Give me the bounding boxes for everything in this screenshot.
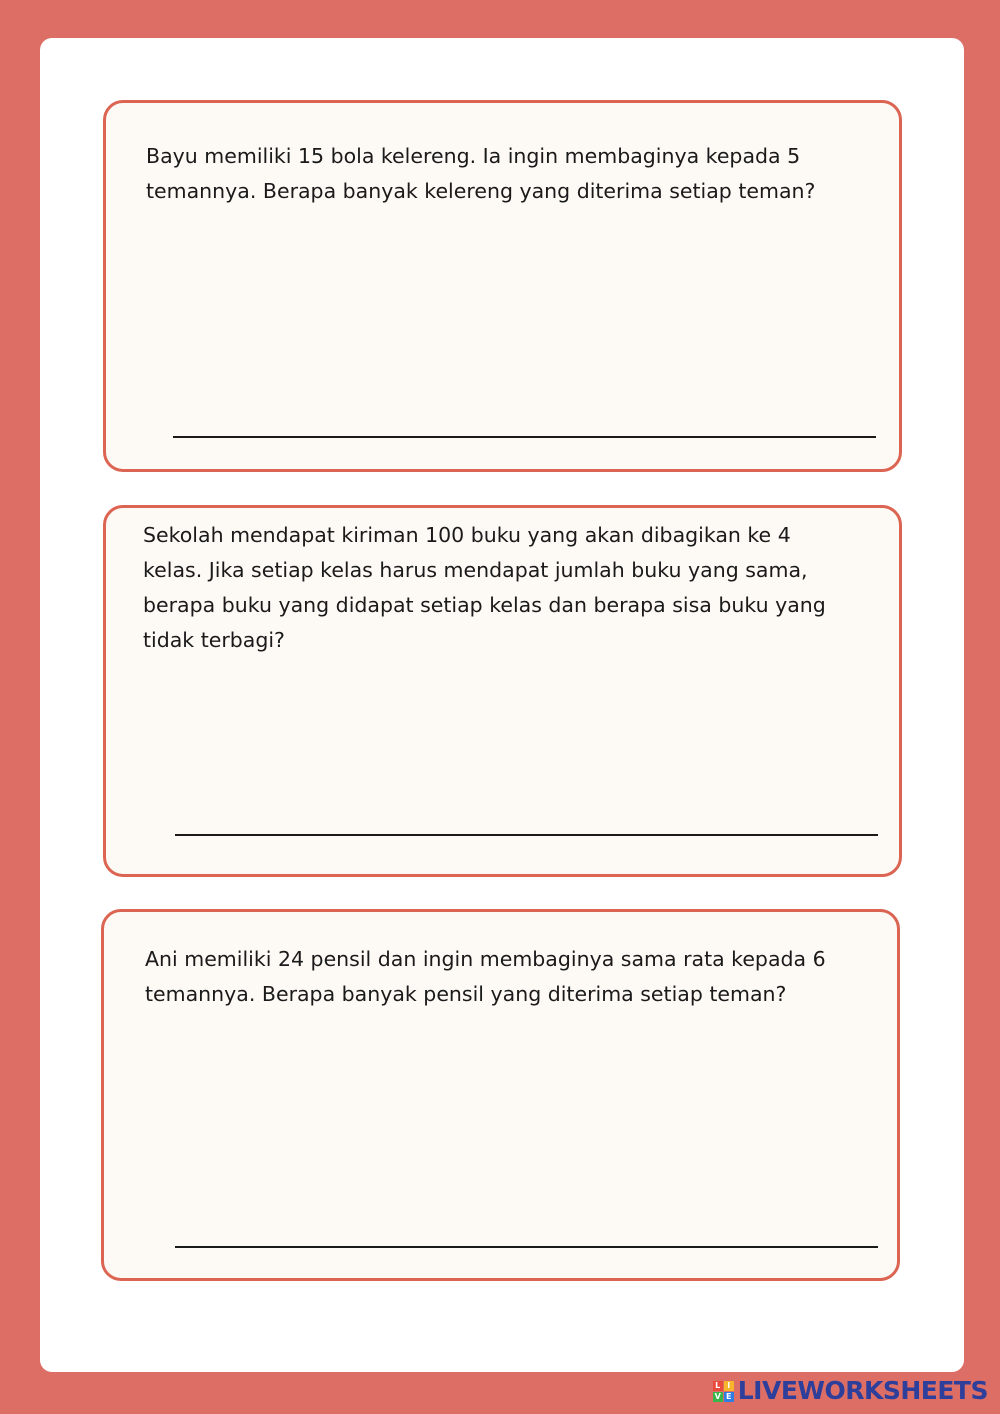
logo-letter-v: V: [714, 1391, 721, 1401]
question-card-1: [103, 100, 902, 472]
liveworksheets-logo-icon: [713, 1381, 734, 1402]
logo-letter-i: I: [724, 1381, 734, 1391]
logo-letter-e: E: [724, 1392, 734, 1402]
question-text-2: Sekolah mendapat kiriman 100 buku yang akan dibagikan ke 4 kelas. Jika setiap kelas harus mendapat jumlah buku yang sama, berapa buku yang didapat setiap kelas dan berapa sisa buku yang tidak terbagi?: [143, 523, 826, 652]
logo-letter-l: L: [713, 1381, 723, 1391]
answer-line-3[interactable]: [175, 1246, 878, 1248]
question-text-3: Ani memiliki 24 pensil dan ingin membaginya sama rata kepada 6 temannya. Berapa banyak pensil yang diterima setiap teman?: [145, 947, 826, 1006]
question-card-3: [101, 909, 900, 1281]
brand-text: LIVEWORKSHEETS: [737, 1376, 988, 1405]
answer-line-2[interactable]: [175, 834, 878, 836]
liveworksheets-brand[interactable]: [713, 1376, 988, 1406]
answer-line-1[interactable]: [173, 436, 876, 438]
question-card-2: [103, 505, 902, 877]
question-text-1: Bayu memiliki 15 bola kelereng. Ia ingin membaginya kepada 5 temannya. Berapa banyak kelereng yang diterima setiap teman?: [146, 144, 816, 203]
